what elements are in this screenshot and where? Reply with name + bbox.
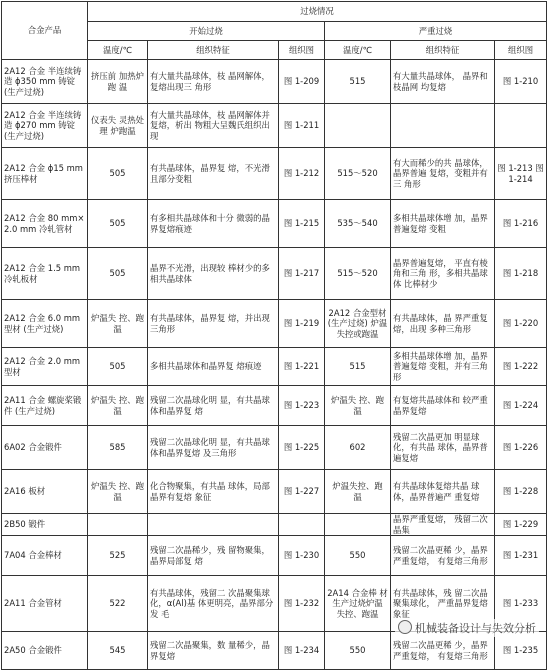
table-row bbox=[2, 536, 547, 576]
table-row bbox=[2, 200, 547, 248]
begin-structure-cell: 有共晶球体，残留二 次晶聚集球化，α(Al)基 体更明亮，晶界部分发 毛 bbox=[148, 576, 279, 632]
alloy-cell: 2A12 合金 2.0 mm 型材 bbox=[2, 348, 88, 386]
begin-figure-cell: 图 1-209 bbox=[279, 60, 325, 104]
begin-figure-cell: 图 1-217 bbox=[279, 248, 325, 300]
alloy-cell: 2A11 合金管材 bbox=[2, 576, 88, 632]
begin-structure-cell: 有共晶球体，晶界复 熔，并出现三角形 bbox=[148, 300, 279, 348]
severe-temp-cell: 炉温失控、跑 温 bbox=[325, 470, 391, 514]
alloy-cell: 2A12 合金 ϕ15 mm 挤压棒材 bbox=[2, 148, 88, 200]
header-temp-severe: 温度/℃ bbox=[325, 41, 391, 60]
severe-temp-cell: 550 bbox=[325, 632, 391, 670]
table-row bbox=[2, 248, 547, 300]
begin-figure-cell: 图 1-230 bbox=[279, 536, 325, 576]
header-figure-severe: 组织图 bbox=[495, 41, 547, 60]
begin-structure-cell: 残留二次晶聚集，数 量稀少，晶界复熔 bbox=[148, 632, 279, 670]
severe-structure-cell: 多相共晶球体增 加，晶界普遍复熔 变粗，并有三角形 bbox=[391, 348, 495, 386]
severe-structure-cell: 有共晶球体，晶 界严重复熔，出现 多种三角形 bbox=[391, 300, 495, 348]
begin-temp-cell: 505 bbox=[88, 348, 148, 386]
begin-structure-cell: 有多相共晶球体和十分 微弱的晶界复熔痕迹 bbox=[148, 200, 279, 248]
begin-structure-cell bbox=[148, 514, 279, 536]
alloy-cell: 2A11 合金 螺旋桨锻件 (生产过烧) bbox=[2, 386, 88, 426]
severe-figure-cell: 图 1-216 bbox=[495, 200, 547, 248]
alloy-cell: 7A04 合金棒材 bbox=[2, 536, 88, 576]
severe-structure-cell: 有共晶球体复熔共晶 球体，晶界普遍严 重复熔 bbox=[391, 470, 495, 514]
begin-figure-cell: 图 1-212 bbox=[279, 148, 325, 200]
begin-figure-cell: 图 1-223 bbox=[279, 386, 325, 426]
alloy-cell: 2A12 合金 半连续铸造 ϕ350 mm 铸锭 (生产过烧) bbox=[2, 60, 88, 104]
begin-temp-cell: 545 bbox=[88, 632, 148, 670]
severe-temp-cell: 515～520 bbox=[325, 248, 391, 300]
begin-figure-cell: 图 1-225 bbox=[279, 426, 325, 470]
begin-temp-cell: 522 bbox=[88, 576, 148, 632]
table-row bbox=[2, 632, 547, 670]
severe-temp-cell: 515 bbox=[325, 60, 391, 104]
severe-structure-cell: 残留二次晶更稀 少，晶界严重复熔， 有复熔三角形 bbox=[391, 536, 495, 576]
severe-figure-cell: 图 1-210 bbox=[495, 60, 547, 104]
table-row bbox=[2, 514, 547, 536]
severe-structure-cell: 多相共晶球体增 加，晶界普遍复熔 变粗 bbox=[391, 200, 495, 248]
begin-temp-cell: 仪表失 灵热处理 炉跑温 bbox=[88, 104, 148, 148]
severe-structure-cell: 有大量共晶球体， 晶界和枝晶网 均复熔 bbox=[391, 60, 495, 104]
table-row bbox=[2, 104, 547, 148]
severe-structure-cell: 有共晶球体，残 留二次晶聚集球化， 严重晶界复熔象征 bbox=[391, 576, 495, 632]
severe-temp-cell: 602 bbox=[325, 426, 391, 470]
begin-structure-cell: 有共晶球体，晶界复 熔，不光滑且部分变粗 bbox=[148, 148, 279, 200]
header-severe: 严重过烧 bbox=[325, 22, 547, 41]
begin-structure-cell: 残留二次晶球化明 显，有共晶球体和晶界复熔 及三角形 bbox=[148, 426, 279, 470]
alloy-cell: 2A50 合金锻件 bbox=[2, 632, 88, 670]
severe-figure-cell: 图 1-231 bbox=[495, 536, 547, 576]
alloy-cell: 2A16 板材 bbox=[2, 470, 88, 514]
severe-figure-cell: 图 1-229 bbox=[495, 514, 547, 536]
begin-figure-cell: 图 1-227 bbox=[279, 470, 325, 514]
header-figure-begin: 组织图 bbox=[279, 41, 325, 60]
severe-temp-cell bbox=[325, 104, 391, 148]
begin-temp-cell: 炉温失 控、跑温 bbox=[88, 470, 148, 514]
severe-temp-cell: 515 bbox=[325, 348, 391, 386]
header-alloy: 合金产品 bbox=[2, 2, 88, 60]
begin-structure-cell: 有大量共晶球体，枝 晶网解体，复熔出现三 角形 bbox=[148, 60, 279, 104]
severe-figure-cell: 图 1-222 bbox=[495, 348, 547, 386]
header-structure-begin: 组织特征 bbox=[148, 41, 279, 60]
severe-figure-cell bbox=[495, 104, 547, 148]
header-temp-begin: 温度/℃ bbox=[88, 41, 148, 60]
severe-figure-cell: 图 1-220 bbox=[495, 300, 547, 348]
alloy-cell: 2A12 合金 半连续铸造 ϕ270 mm 铸锭 (生产过烧) bbox=[2, 104, 88, 148]
alloy-cell: 2A12 合金 1.5 mm 冷轧板材 bbox=[2, 248, 88, 300]
begin-temp-cell: 505 bbox=[88, 200, 148, 248]
severe-structure-cell: 有复熔共晶球体和 较严重晶界复熔 bbox=[391, 386, 495, 426]
severe-figure-cell: 图 1-228 bbox=[495, 470, 547, 514]
table-row bbox=[2, 426, 547, 470]
watermark bbox=[395, 619, 539, 637]
wechat-logo-icon bbox=[398, 620, 412, 634]
table-row bbox=[2, 300, 547, 348]
begin-structure-cell: 晶界不光滑，出现较 棒材少的多相共晶球体 bbox=[148, 248, 279, 300]
severe-figure-cell: 图 1-213 图 1-214 bbox=[495, 148, 547, 200]
alloy-cell: 2A12 合金 80 mm×2.0 mm 冷轧管材 bbox=[2, 200, 88, 248]
severe-temp-cell: 2A14 合金棒 材生产过烧炉温 失控、跑温 bbox=[325, 576, 391, 632]
table-row bbox=[2, 148, 547, 200]
begin-figure-cell: 图 1-234 bbox=[279, 632, 325, 670]
begin-figure-cell: 图 1-221 bbox=[279, 348, 325, 386]
begin-figure-cell: 图 1-215 bbox=[279, 200, 325, 248]
watermark-text: 机械装备设计与失效分析 bbox=[415, 622, 536, 635]
overburning-table bbox=[1, 1, 547, 670]
begin-temp-cell: 505 bbox=[88, 248, 148, 300]
severe-structure-cell: 严重复熔， 有复熔三角形 bbox=[391, 632, 495, 670]
header-situation: 过烧情况 bbox=[88, 2, 547, 22]
header-structure-severe: 组织特征 bbox=[391, 41, 495, 60]
begin-temp-cell: 炉温失 控、跑温 bbox=[88, 386, 148, 426]
header-begin: 开始过烧 bbox=[88, 22, 325, 41]
severe-temp-cell: 炉温失 控、跑温 bbox=[325, 386, 391, 426]
table-row bbox=[2, 348, 547, 386]
begin-structure-cell: 残留二次晶球化明 显，有共晶球体和晶界复 熔 bbox=[148, 386, 279, 426]
begin-figure-cell: 图 1-219 bbox=[279, 300, 325, 348]
begin-structure-cell: 多相共晶球体和晶界复 熔痕迹 bbox=[148, 348, 279, 386]
begin-structure-cell: 化合物聚集，有共晶 球体，局部晶界有复熔 象征 bbox=[148, 470, 279, 514]
table-row bbox=[2, 470, 547, 514]
begin-temp-cell: 585 bbox=[88, 426, 148, 470]
begin-structure-cell: 有大量共晶球体，枝 晶网解体并复熔，析出 物粗大呈魏氏组织出现 bbox=[148, 104, 279, 148]
severe-structure-cell: 有大而稀少的共 晶球体，晶界普遍 复熔，变粗并有三 角形 bbox=[391, 148, 495, 200]
alloy-cell: 2B50 锻件 bbox=[2, 514, 88, 536]
severe-structure-cell bbox=[391, 104, 495, 148]
begin-figure-cell: 图 1-232 bbox=[279, 576, 325, 632]
begin-temp-cell bbox=[88, 514, 148, 536]
severe-structure-cell: 晶界普遍复熔， 平直有棱角和三角 形，多相共晶球体 比棒材少 bbox=[391, 248, 495, 300]
severe-figure-cell: 图 1-233 bbox=[495, 576, 547, 632]
severe-figure-cell: 图 1-226 bbox=[495, 426, 547, 470]
begin-figure-cell bbox=[279, 514, 325, 536]
alloy-cell: 2A12 合金 6.0 mm 型材 (生产过烧) bbox=[2, 300, 88, 348]
severe-figure-cell: 图 1-224 bbox=[495, 386, 547, 426]
begin-figure-cell: 图 1-211 bbox=[279, 104, 325, 148]
begin-structure-cell: 残留二次晶稀少，残 留物聚集，晶界局部复 熔 bbox=[148, 536, 279, 576]
table-row bbox=[2, 60, 547, 104]
severe-temp-cell bbox=[325, 514, 391, 536]
severe-structure-cell: 晶界严重复熔， 残留二次晶集 bbox=[391, 514, 495, 536]
severe-temp-cell: 550 bbox=[325, 536, 391, 576]
begin-temp-cell: 挤压前 加热炉跑 温 bbox=[88, 60, 148, 104]
alloy-cell: 6A02 合金锻件 bbox=[2, 426, 88, 470]
severe-temp-cell: 535～540 bbox=[325, 200, 391, 248]
begin-temp-cell: 炉温失 控、跑温 bbox=[88, 300, 148, 348]
severe-figure-cell: 图 1-218 bbox=[495, 248, 547, 300]
severe-temp-cell: 515～520 bbox=[325, 148, 391, 200]
begin-temp-cell: 505 bbox=[88, 148, 148, 200]
table-row bbox=[2, 386, 547, 426]
severe-structure-cell: 残留二次晶更加 明显球化，有共晶 球体，晶界普遍复熔 bbox=[391, 426, 495, 470]
begin-temp-cell: 525 bbox=[88, 536, 148, 576]
severe-figure-cell bbox=[495, 632, 547, 670]
severe-temp-cell: 2A12 合金型材 (生产过烧) 炉温失控或跑温 bbox=[325, 300, 391, 348]
